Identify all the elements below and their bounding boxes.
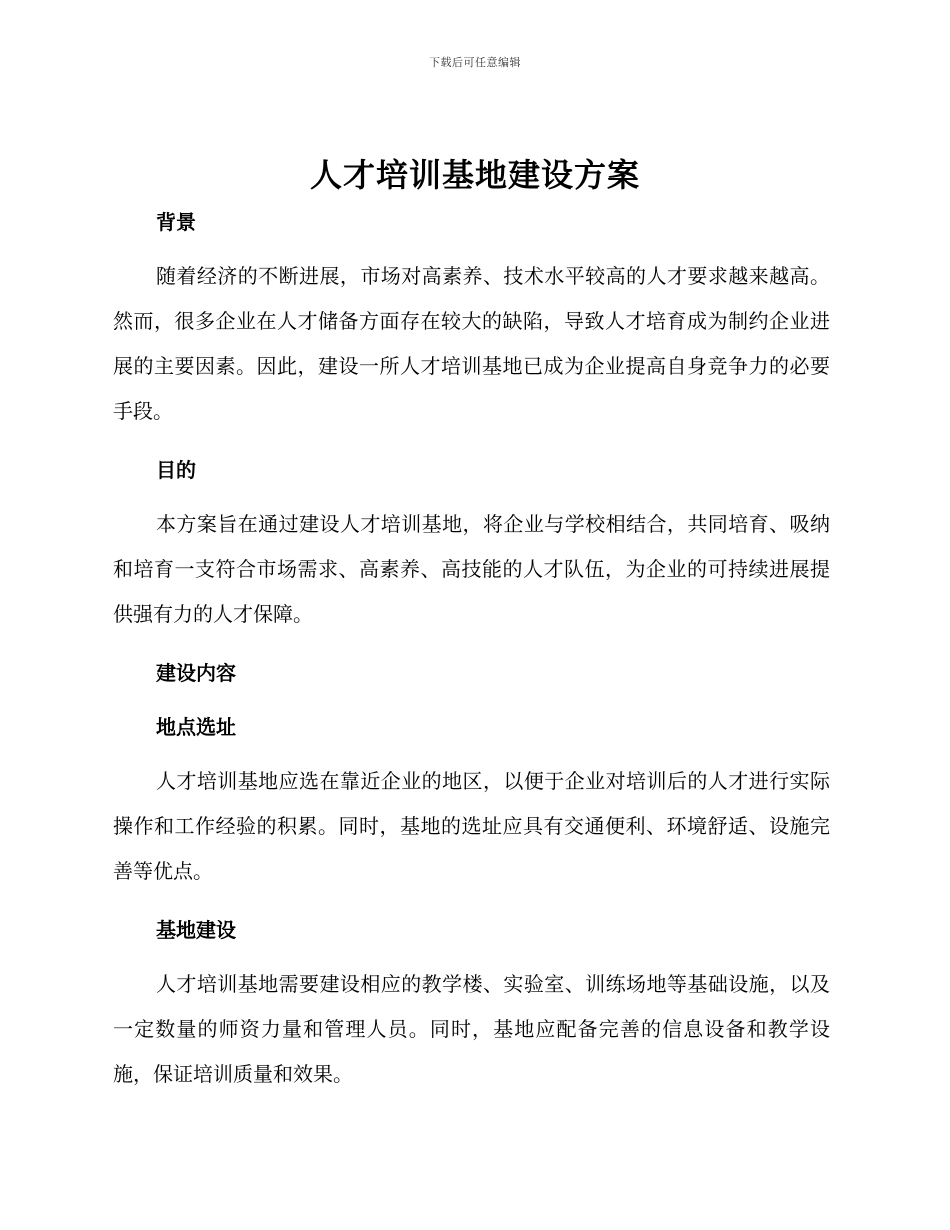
document-title: 人才培训基地建设方案: [309, 156, 640, 194]
section-body-site-selection: 人才培训基地应选在靠近企业的地区，以便于企业对培训后的人才进行实际操作和工作经验的积累。同时，基地的选址应具有交通便利、环境舒适、设施完善等优点。: [113, 769, 830, 883]
section-heading-background: 背景: [156, 210, 196, 234]
section-body-purpose: 本方案旨在通过建设人才培训基地，将企业与学校相结合，共同培育、吸纳和培育一支符合市场需求、高素养、高技能的人才队伍，为企业的可持续进展提供强有力的人才保障。: [113, 512, 830, 626]
header-note: 下载后可任意编辑: [429, 56, 521, 69]
section-heading-base-construction: 基地建设: [156, 918, 236, 942]
section-heading-purpose: 目的: [156, 458, 196, 482]
document-body: [113, 204, 830, 1097]
section-body-base-construction: 人才培训基地需要建设相应的教学楼、实验室、训练场地等基础设施，以及一定数量的师资力量和管理人员。同时，基地应配备完善的信息设备和教学设施，保证培训质量和效果。: [113, 972, 830, 1086]
section-heading-construction-content: 建设内容: [156, 661, 236, 685]
section-heading-site-selection: 地点选址: [156, 715, 236, 739]
section-body-background: 随着经济的不断进展，市场对高素养、技术水平较高的人才要求越来越高。然而，很多企业在人才储备方面存在较大的缺陷，导致人才培育成为制约企业进展的主要因素。因此，建设一所人才培训基地已成为企业提高自身竞争力的必要手段。: [113, 264, 830, 423]
